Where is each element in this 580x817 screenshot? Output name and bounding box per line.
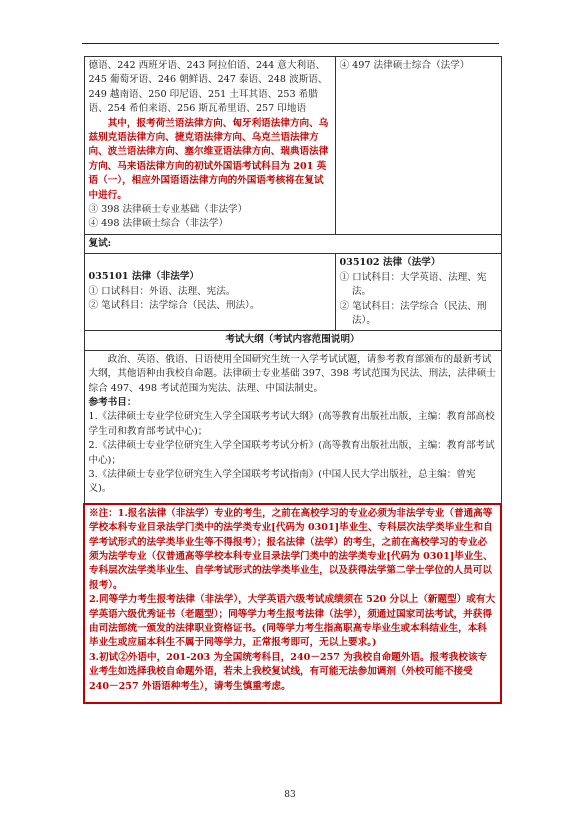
- subjects-row: [84, 57, 501, 235]
- note-3: 3.初试②外语中，201-203 为全国统考科目，240－257 为我校自命题外语。报考我校该专业考生如选择我校自命题外语，若未上我校复试线，有可能无法参加调剂（外校可能不接受 240－257 外语语种考生），请考生慎重考虑。: [89, 651, 488, 692]
- page-number: 83: [284, 790, 296, 800]
- retest-law-cell: [335, 254, 501, 331]
- outline-cell: [84, 350, 501, 504]
- notes-row: [84, 504, 501, 703]
- left-subjects-cell: [84, 57, 335, 235]
- retest-nonlaw-oral: ① 口试科目：外语、法理、宪法。: [88, 285, 236, 297]
- outline-intro: 政治、英语、俄语、日语使用全国研究生统一入学考试试题，请参考教育部颁布的最新考试大纲，其他语种由我校自命题。法律硕士专业基础 397、398 考试范围为民法、刑法，法律硕士综合 497、498 考试范围为宪法、法理、中国法制史。: [88, 353, 496, 394]
- outline-title-row: [84, 331, 501, 350]
- right-subjects-cell: [335, 57, 501, 235]
- subject-497: ④ 497 法律硕士综合（法学）: [339, 60, 470, 71]
- header-rule: [82, 43, 499, 44]
- language-list: 德语、242 西班牙语、243 阿拉伯语、244 意大利语、245 葡萄牙语、246 朝鲜语、247 泰语、248 波斯语、249 越南语、250 印尼语、251 土耳其语、253 希腊语、254 希伯来语、256 斯瓦希里语、257 印地语: [88, 60, 328, 115]
- reference-book-2: 2.《法律硕士专业学位研究生入学全国联考考试分析》(高等教育出版社出版，主编：教育部考试中心)；: [88, 440, 495, 466]
- language-note: 其中，报考荷兰语法律方向、匈牙利语法律方向、乌兹别克语法律方向、捷克语法律方向、乌克兰语法律方向、波兰语法律方向、塞尔维亚语法律方向、瑞典语法律方向、马来语法律方向的初试外国语考试科目为 201 英语（一），相应外国语语法律方向的外国语考核将在复试中进行。: [88, 117, 329, 201]
- retest-law-title: 035102 法律（法学）: [339, 257, 441, 269]
- retest-law-oral: ① 口试科目：大学英语、法理、宪法。: [339, 271, 487, 298]
- retest-nonlaw-written: ② 笔试科目：法学综合（民法、刑法）。: [88, 300, 260, 312]
- subject-398: ③ 398 法律硕士专业基础（非法学）: [88, 204, 248, 216]
- exam-subjects-table: [83, 56, 502, 704]
- retest-law-written: ② 笔试科目：法学综合（民法、刑法）。: [339, 300, 487, 326]
- retest-nonlaw-cell: [84, 254, 335, 331]
- retest-label-row: [84, 234, 501, 253]
- retest-label: 复试:: [84, 234, 501, 253]
- outline-row: [84, 350, 501, 504]
- subject-498: ④ 498 法律硕士综合（非法学）: [88, 218, 229, 230]
- outline-title: 考试大纲（考试内容范围说明）: [84, 331, 501, 350]
- note-2: 2.同等学力考生报考法律（非法学），大学英语六级考试成绩须在 520 分以上（新题型）或有大学英语六级优秀证书（老题型）；同等学力考生报考法律（法学），须通过国家司法考试，并获得由司法部统一颁发的法律职业资格证书。(同等学力考生指高职高专毕业生或本科结业生，本科毕业生或应届本科生不属于同等学力，正常报考即可，无以上要求。): [89, 594, 496, 649]
- reference-book-1: 1.《法律硕士专业学位研究生入学全国联考考试大纲》(高等教育出版社出版，主编：教育部高校学生司和教育部考试中心)；: [88, 411, 495, 437]
- note-1: ※注：1.报名法律（非法学）专业的考生，之前在高校学习的专业必须为非法学专业（普通高等学校本科专业目录法学门类中的法学类专业[代码为 0301]毕业生、专科层次法学类毕业生和自学考试形式的法学类毕业生等不得报考）；报名法律（法学）的考生，之前在高校学习的专业必须为法学专业（仅普通高等学校本科专业目录法学门类中的法学类专业[代码为 0301]毕业生、专科层次法学类毕业生、自学考试形式的法学类毕业生，以及获得法学第二学士学位的人员可以报考）。: [89, 507, 493, 591]
- retest-row: [84, 254, 501, 331]
- retest-nonlaw-title: 035101 法律（非法学）: [88, 271, 200, 283]
- reference-books-title: 参考书目：: [88, 396, 137, 408]
- notes-cell: [84, 504, 501, 703]
- reference-book-3: 3.《法律硕士专业学位研究生入学全国联考考试指南》(中国人民大学出版社，总主编：曾宪义)。: [88, 468, 476, 495]
